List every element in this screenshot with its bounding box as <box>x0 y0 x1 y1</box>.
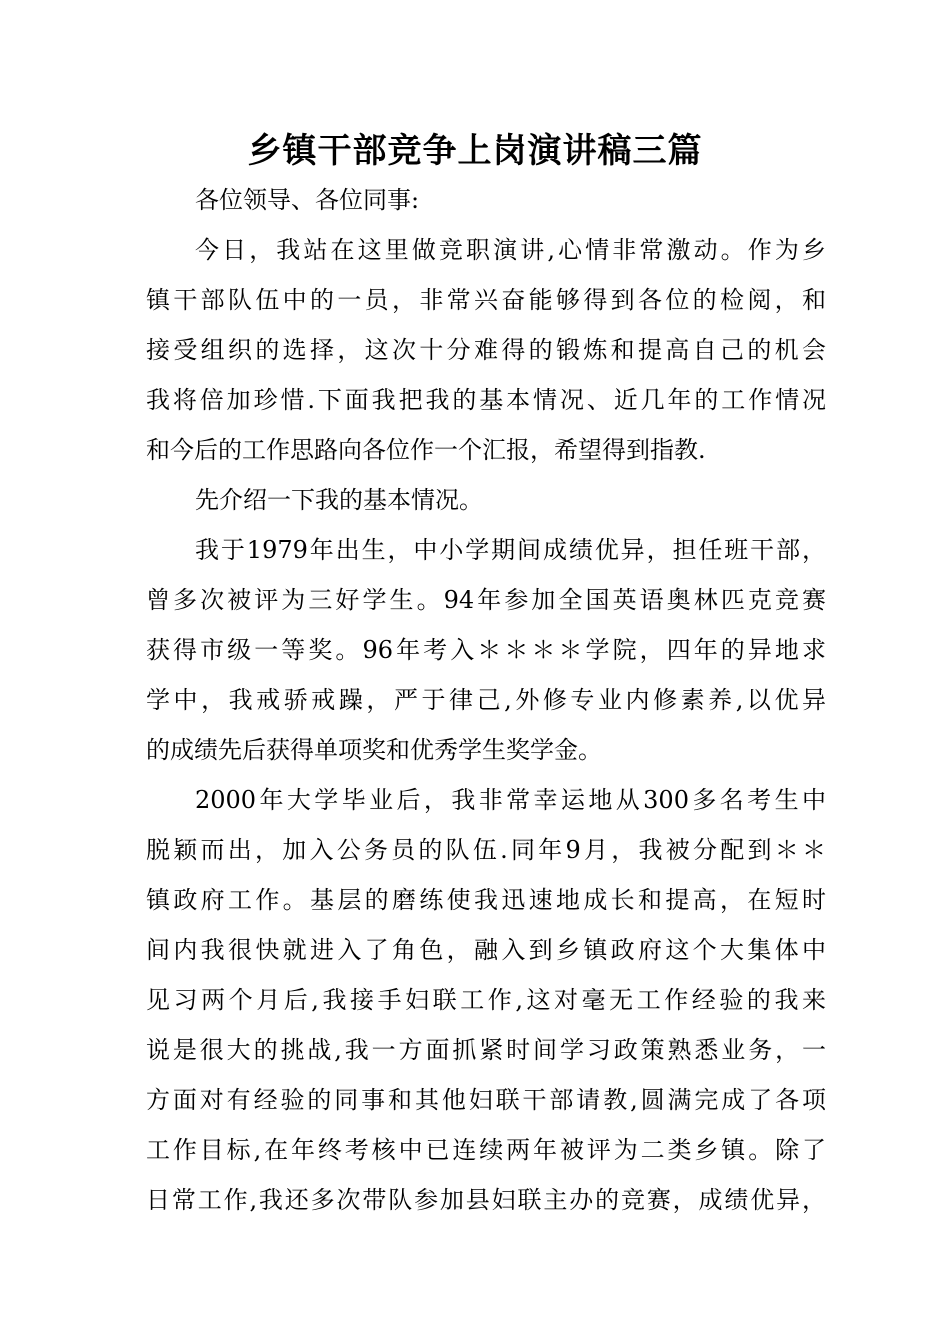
body-line: 日常工作,我还多次带队参加县妇联主办的竞赛，成绩优异， <box>146 1186 826 1214</box>
body-line: 方面对有经验的同事和其他妇联干部请教,圆满完成了各项 <box>146 1086 826 1114</box>
body-line: 2000年大学毕业后，我非常幸运地从300多名考生中 <box>195 786 826 814</box>
body-line: 镇干部队伍中的一员，非常兴奋能够得到各位的检阅，和 <box>146 286 826 314</box>
body-line: 获得市级一等奖。96年考入＊＊＊＊学院，四年的异地求 <box>146 636 826 664</box>
body-line: 镇政府工作。基层的磨练使我迅速地成长和提高，在短时 <box>146 886 826 914</box>
body-line: 曾多次被评为三好学生。94年参加全国英语奥林匹克竞赛 <box>146 586 826 614</box>
body-line: 我将倍加珍惜.下面我把我的基本情况、近几年的工作情况 <box>146 386 826 414</box>
body-line: 学中，我戒骄戒躁，严于律己,外修专业内修素养,以优异 <box>146 686 826 714</box>
body-line: 的成绩先后获得单项奖和优秀学生奖学金。 <box>146 736 602 764</box>
document-title: 乡镇干部竞争上岗演讲稿三篇 <box>247 131 703 171</box>
body-line: 和今后的工作思路向各位作一个汇报，希望得到指教. <box>146 436 706 464</box>
body-line: 说是很大的挑战,我一方面抓紧时间学习政策熟悉业务，一 <box>146 1036 826 1064</box>
body-line: 今日，我站在这里做竞职演讲,心情非常激动。作为乡 <box>195 236 826 264</box>
body-line: 脱颖而出，加入公务员的队伍.同年9月，我被分配到＊＊ <box>146 836 826 864</box>
body-line: 工作目标,在年终考核中已连续两年被评为二类乡镇。除了 <box>146 1136 826 1164</box>
body-line: 接受组织的选择，这次十分难得的锻炼和提高自己的机会 <box>146 336 826 364</box>
body-line: 见习两个月后,我接手妇联工作,这对毫无工作经验的我来 <box>146 986 826 1014</box>
body-line: 我于1979年出生，中小学期间成绩优异，担任班干部， <box>195 536 826 564</box>
salutation: 各位领导、各位同事: <box>195 186 420 214</box>
body-line: 间内我很快就进入了角色，融入到乡镇政府这个大集体中 <box>146 936 826 964</box>
body-line: 先介绍一下我的基本情况。 <box>195 486 483 514</box>
